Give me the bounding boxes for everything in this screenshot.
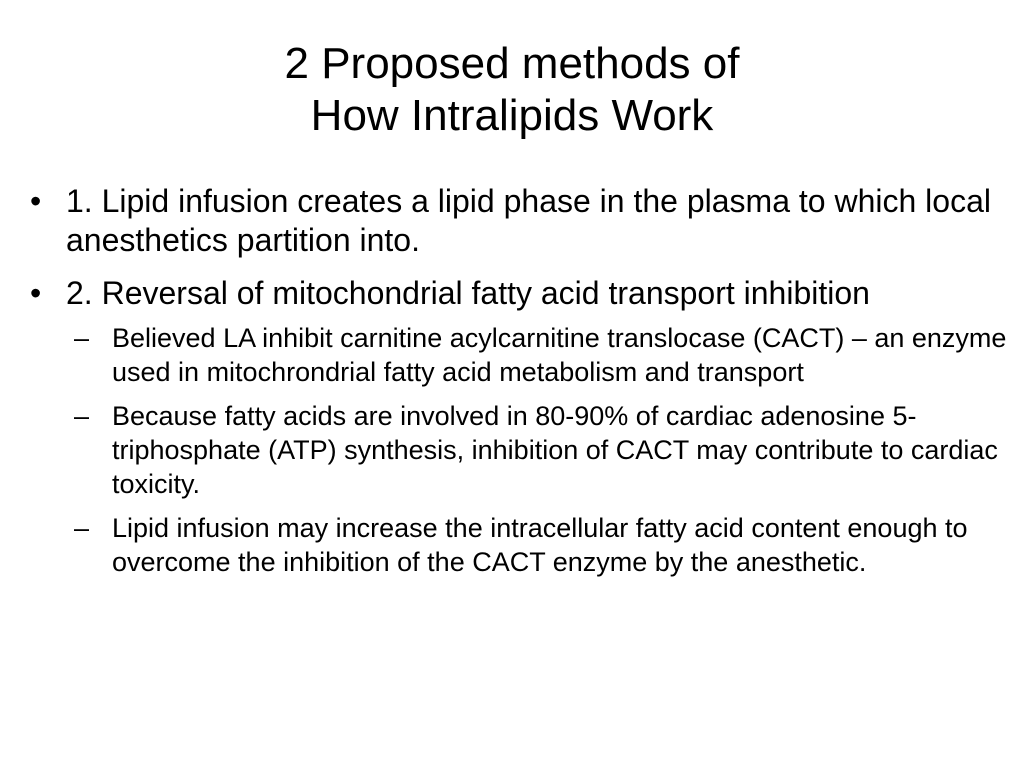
- sub-bullet-text: Because fatty acids are involved in 80-90% of cardiac adenosine 5-triphosphate (ATP) synthesis, inhibition of CACT may contribute to cardiac toxicity.: [112, 401, 998, 499]
- title-line-1: 2 Proposed methods of: [284, 39, 740, 88]
- sub-bullet-item: [30, 399, 1010, 501]
- bullet-item: [30, 274, 1010, 313]
- sub-bullet-item: [30, 511, 1010, 579]
- sub-bullet-text: Lipid infusion may increase the intracellular fatty acid content enough to overcome the inhibition of the CACT enzyme by the anesthetic.: [112, 513, 968, 577]
- slide-body: [30, 182, 1010, 589]
- bullet-item: [30, 182, 1010, 260]
- bullet-text: 2. Reversal of mitochondrial fatty acid transport inhibition: [66, 275, 870, 311]
- title-line-2: How Intralipids Work: [310, 91, 714, 140]
- bullet-icon: •: [30, 183, 42, 219]
- sub-bullet-item: [30, 321, 1010, 389]
- slide-title: [0, 38, 1024, 142]
- sub-bullet-text: Believed LA inhibit carnitine acylcarnitine translocase (CACT) – an enzyme used in mitochrondrial fatty acid metabolism and transport: [112, 323, 1007, 387]
- bullet-icon: •: [30, 275, 42, 311]
- dash-icon: –: [74, 513, 90, 543]
- dash-icon: –: [74, 323, 90, 353]
- bullet-text: 1. Lipid infusion creates a lipid phase in the plasma to which local anesthetics partition into.: [66, 183, 991, 258]
- dash-icon: –: [74, 401, 90, 431]
